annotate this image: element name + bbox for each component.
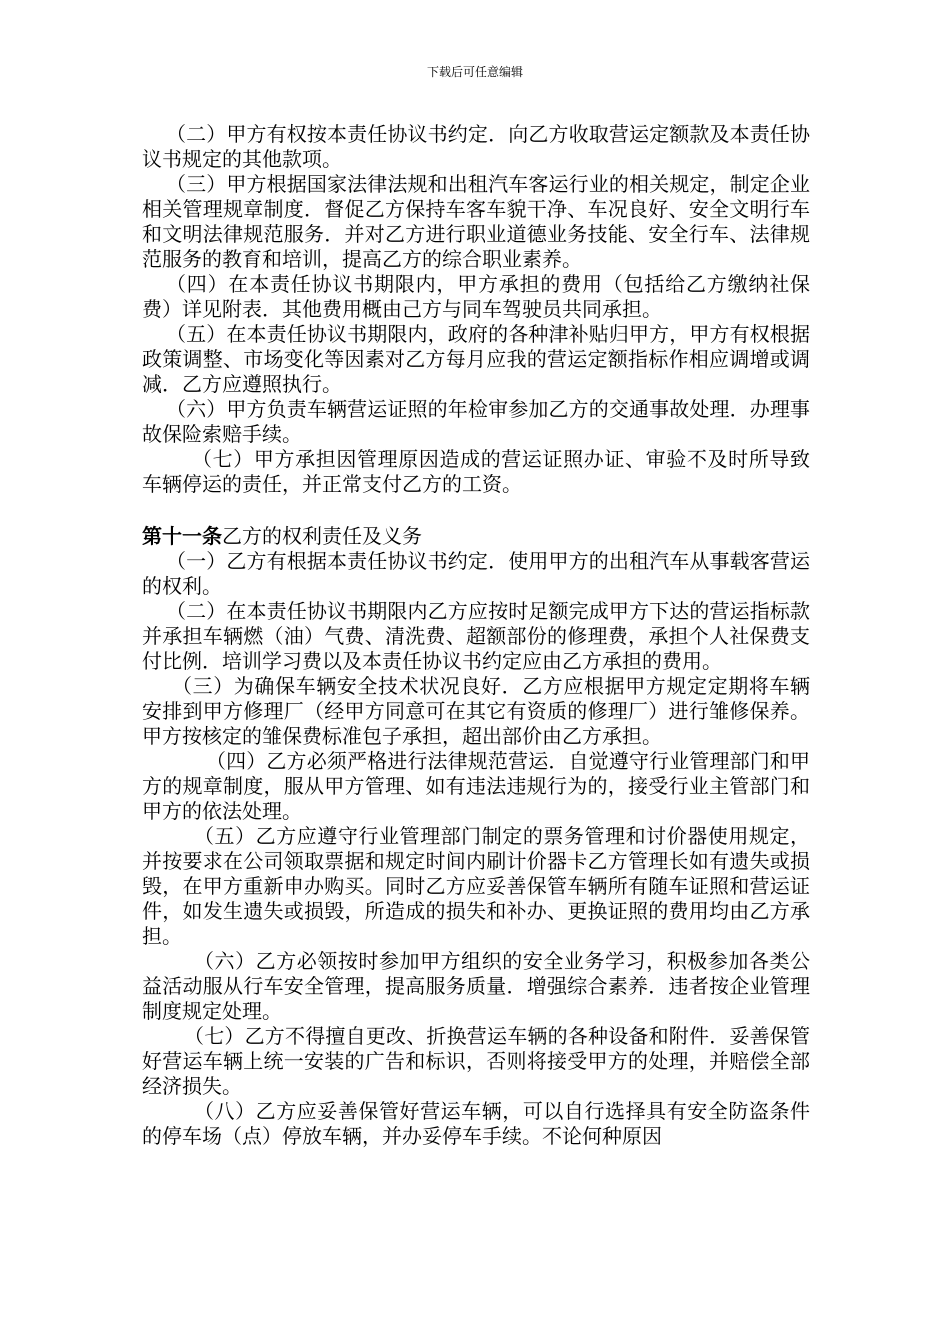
clause-10-4: （四）在本责任协议书期限内，甲方承担的费用（包括给乙方缴纳社保费）详见附表．其他费用概由己方与同车驾驶员共同承担。 xyxy=(142,272,810,321)
clause-10-5: （五）在本责任协议书期限内，政府的各种津补贴归甲方，甲方有权根据政策调整、市场变化等因素对乙方每月应我的营运定额指标作相应调增或调减．乙方应遵照执行。 xyxy=(142,322,810,396)
section-number: 第十一条 xyxy=(142,524,222,548)
clause-10-3: （三）甲方根据国家法律法规和出租汽车客运行业的相关规定，制定企业相关管理规章制度．督促乙方保持车客车貌干净、车况良好、安全文明行车和文明法律规范服务．并对乙方进行职业道德业务技能、安全行车、法律规范服务的教育和培训，提高乙方的综合职业素养。 xyxy=(142,172,810,271)
clause-11-5: （五）乙方应遵守行业管理部门制定的票务管理和讨价器使用规定，并按要求在公司领取票据和规定时间内刷计价器卡乙方管理长如有遗失或损毁，在甲方重新申办购买。同时乙方应妥善保管车辆所有随车证照和营运证件，如发生遗失或损毁，所造成的损失和补办、更换证照的费用均由乙方承担。 xyxy=(142,824,810,948)
section-title: 乙方的权利责任及义务 xyxy=(222,524,422,548)
clause-10-2: （二）甲方有权按本责任协议书约定．向乙方收取营运定额款及本责任协议书规定的其他款项。 xyxy=(142,122,810,171)
clause-10-6: （六）甲方负责车辆营运证照的年检审参加乙方的交通事故处理．办理事故保险索赔手续。 xyxy=(142,397,810,446)
clause-11-2: （二）在本责任协议书期限内乙方应按时足额完成甲方下达的营运指标款并承担车辆燃（油）气费、清洗费、超额部份的修理费，承担个人社保费支付比例．培训学习费以及本责任协议书约定应由乙方承担的费用。 xyxy=(142,599,810,673)
document-body xyxy=(142,122,810,1149)
section-heading xyxy=(142,524,810,549)
clause-10-7: （七）甲方承担因管理原因造成的营运证照办证、审验不及时所导致车辆停运的责任，并正常支付乙方的工资。 xyxy=(142,447,810,496)
clause-11-7: （七）乙方不得擅自更改、折换营运车辆的各种设备和附件．妥善保管好营运车辆上统一安装的广告和标识，否则将接受甲方的处理，并赔偿全部经济损失。 xyxy=(142,1024,810,1098)
clause-11-3: （三）为确保车辆安全技术状况良好．乙方应根据甲方规定定期将车辆安排到甲方修理厂（经甲方同意可在其它有资质的修理厂）进行雏修保养。甲方按核定的雏保费标准包子承担，超出部价由乙方承担。 xyxy=(142,674,810,748)
clause-11-1: （一）乙方有根据本责任协议书约定．使用甲方的出租汽车从事载客营运的权利。 xyxy=(142,549,810,598)
clause-11-8: （八）乙方应妥善保管好营运车辆，可以自行选择具有安全防盗条件的停车场（点）停放车辆，并办妥停车手续。不论何种原因 xyxy=(142,1099,810,1148)
clause-11-4: （四）乙方必须严格进行法律规范营运．自觉遵守行业管理部门和甲方的规章制度，服从甲方管理、如有违法违规行为的，接受行业主管部门和甲方的依法处理。 xyxy=(142,749,810,823)
clause-11-6: （六）乙方必领按时参加甲方组织的安全业务学习，积极参加各类公益活动服从行车安全管理，提高服务质量．增强综合素养．违者按企业管理制度规定处理。 xyxy=(142,949,810,1023)
page-header: 下载后可任意编辑 xyxy=(426,65,523,79)
